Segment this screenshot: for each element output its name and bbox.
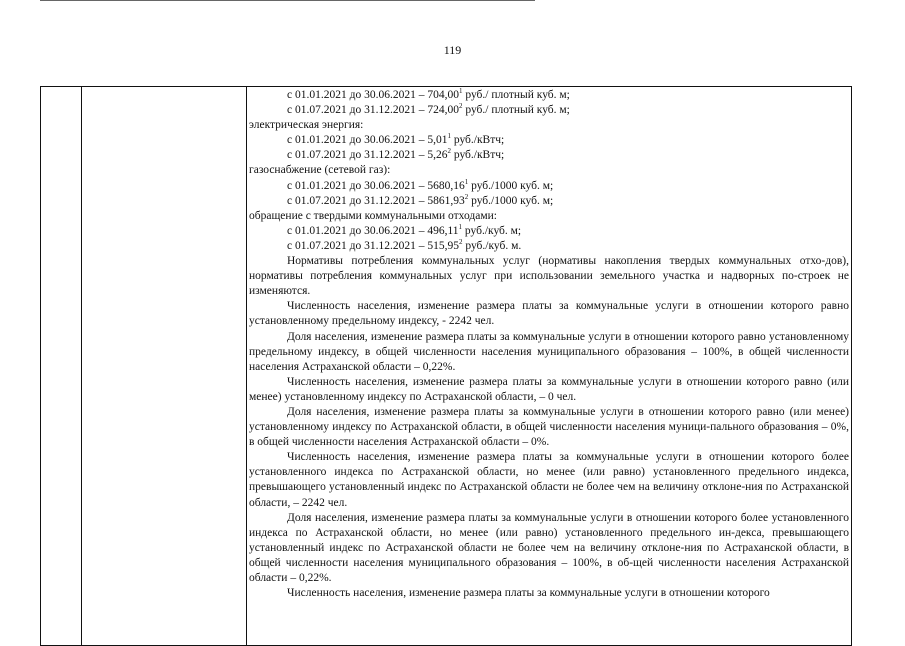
electricity-tariff-h1: с 01.01.2021 до 30.06.2021 – 5,01$^1$ руб./кВтч;	[287, 132, 505, 147]
top-border-line	[40, 0, 535, 1]
gas-tariff-h1: с 01.01.2021 до 30.06.2021 – 5680,16$^1$ руб./1000 куб. м;	[287, 177, 554, 192]
paragraph-share-above-regional: Доля населения, изменение размера платы за коммунальные услуги в отношении которого более установленного индекса по Астраханской области, но менее (или равно) установленного предельного ин-декса, превышающего установленный индекс по Астраханской области не более чем на величину отклоне-ния по Астраханской области, в общей численности населения муниципального образования – 100%, в об-щей численности населения Астраханской области – 0,22%.	[249, 511, 849, 584]
paragraph-population-above-regional: Численность населения, изменение размера платы за коммунальные услуги в отношении которого более установленного индекса по Астраханской области, но менее (или равно) установленного предельного индекса, превышающего установленный индекс по Астраханской области не более чем на величину отклоне-ния по Астраханской области, – 2242 чел.	[249, 451, 849, 509]
wood-tariff-h1: с 01.01.2021 до 30.06.2021 – 704,00$^1$ руб./ плотный куб. м;	[287, 87, 570, 101]
paragraph-share-regional-index: Доля населения, изменение размера платы за коммунальные услуги в отношении которого равно (или менее) установленному индексу по Астраханской области, в общей численности населения муници-пального образования – 0%, в общей численности населения Астраханской области – 0%.	[249, 405, 849, 449]
gas-tariff-h2: с 01.07.2021 до 31.12.2021 – 5861,93$^2$ руб./1000 куб. м;	[287, 192, 554, 207]
waste-tariff-h2: с 01.07.2021 до 31.12.2021 – 515,95$^2$ руб./куб. м.	[287, 238, 522, 252]
electricity-heading: электрическая энергия:	[249, 119, 364, 132]
paragraph-population-continued: Численность населения, изменение размера платы за коммунальные услуги в отношении которого	[287, 587, 770, 600]
paragraph-population-max-index: Численность населения, изменение размера платы за коммунальные услуги в отношении которого равно установленному предельному индексу, - 2242 чел.	[249, 300, 849, 328]
table-cell-content	[249, 88, 849, 601]
paragraph-share-max-index: Доля населения, изменение размера платы за коммунальные услуги в отношении которого равно установленному предельному индексу, в общей численности населения муниципального образования – 100%, в общей численности населения Астраханской области – 0,22%.	[249, 330, 849, 373]
page-number: 119	[443, 43, 462, 57]
waste-tariff-h1: с 01.01.2021 до 30.06.2021 – 496,11$^1$ руб./куб. м;	[287, 223, 522, 237]
paragraph-population-regional-index: Численность населения, изменение размера платы за коммунальные услуги в отношении которого равно (или менее) установленному индексу по Астраханской области, – 0 чел.	[249, 375, 849, 403]
waste-heading: обращение с твердыми коммунальными отходами:	[249, 209, 497, 222]
electricity-tariff-h2: с 01.07.2021 до 31.12.2021 – 5,26$^2$ руб./кВтч;	[287, 147, 505, 162]
paragraph-norms: Нормативы потребления коммунальных услуг (нормативы накопления твердых коммунальных отхо-дов), нормативы потребления коммунальных услуг при использовании земельного участка и надворных по-строек не изменяются.	[249, 255, 849, 298]
column-divider-2	[246, 87, 247, 645]
gas-heading: газоснабжение (сетевой газ):	[249, 164, 391, 177]
column-divider-1	[81, 87, 82, 645]
wood-tariff-h2: с 01.07.2021 до 31.12.2021 – 724,00$^2$ руб./ плотный куб. м;	[287, 102, 570, 117]
